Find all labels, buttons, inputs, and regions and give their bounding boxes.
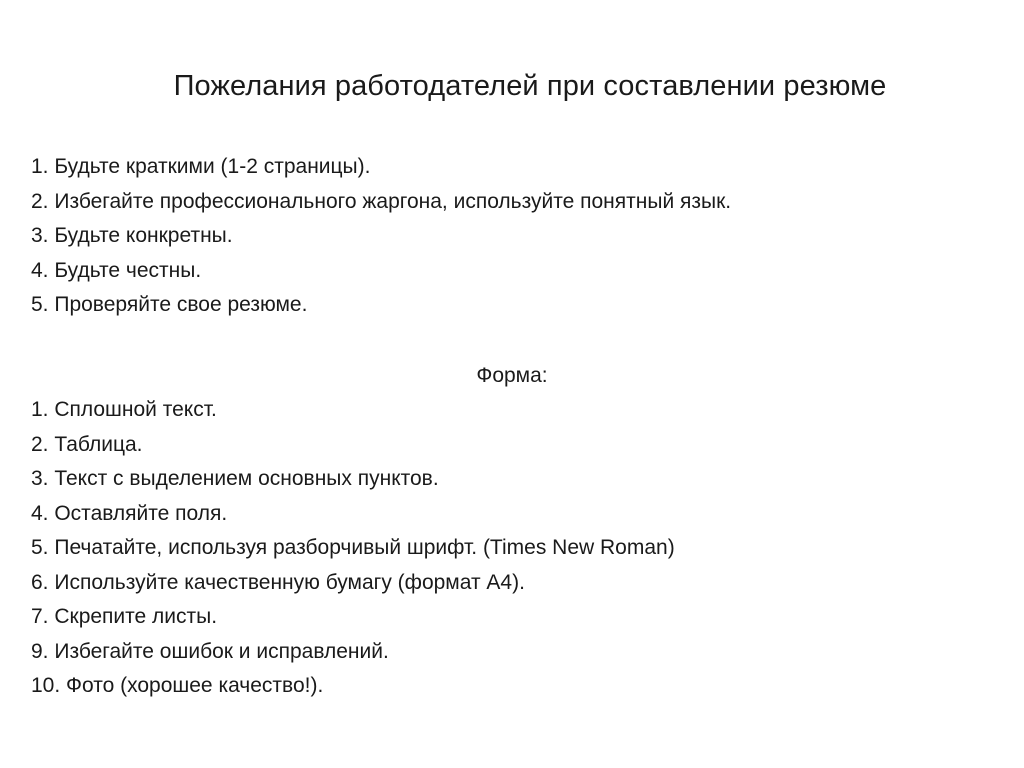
list-item: 9. Избегайте ошибок и исправлений. [31,639,389,663]
tips-list [31,150,731,323]
list-item: 6. Используйте качественную бумагу (формат А4). [31,570,525,594]
list-item: 1. Сплошной текст. [31,398,217,421]
list-item: 2. Таблица. [31,432,143,456]
list-item: 7. Скрепите листы. [31,605,218,628]
list-item: 5. Проверяйте свое резюме. [31,293,308,316]
list-item: 2. Избегайте профессионального жаргона, используйте понятный язык. [31,189,732,213]
list-item: 4. Оставляйте поля. [31,501,228,525]
list-item: 3. Текст с выделением основных пунктов. [31,467,439,490]
form-list [31,393,675,704]
list-item: 1. Будьте краткими (1-2 страницы). [31,155,371,178]
list-item: 5. Печатайте, используя разборчивый шрифт. (Times New Roman) [31,536,675,559]
list-item: 4. Будьте честны. [31,258,202,282]
form-heading: Форма: [476,364,548,387]
list-item: 3. Будьте конкретны. [31,224,233,247]
slide-title: Пожелания работодателей при составлении резюме [173,70,887,102]
list-item: 10. Фото (хорошее качество!). [31,674,324,697]
